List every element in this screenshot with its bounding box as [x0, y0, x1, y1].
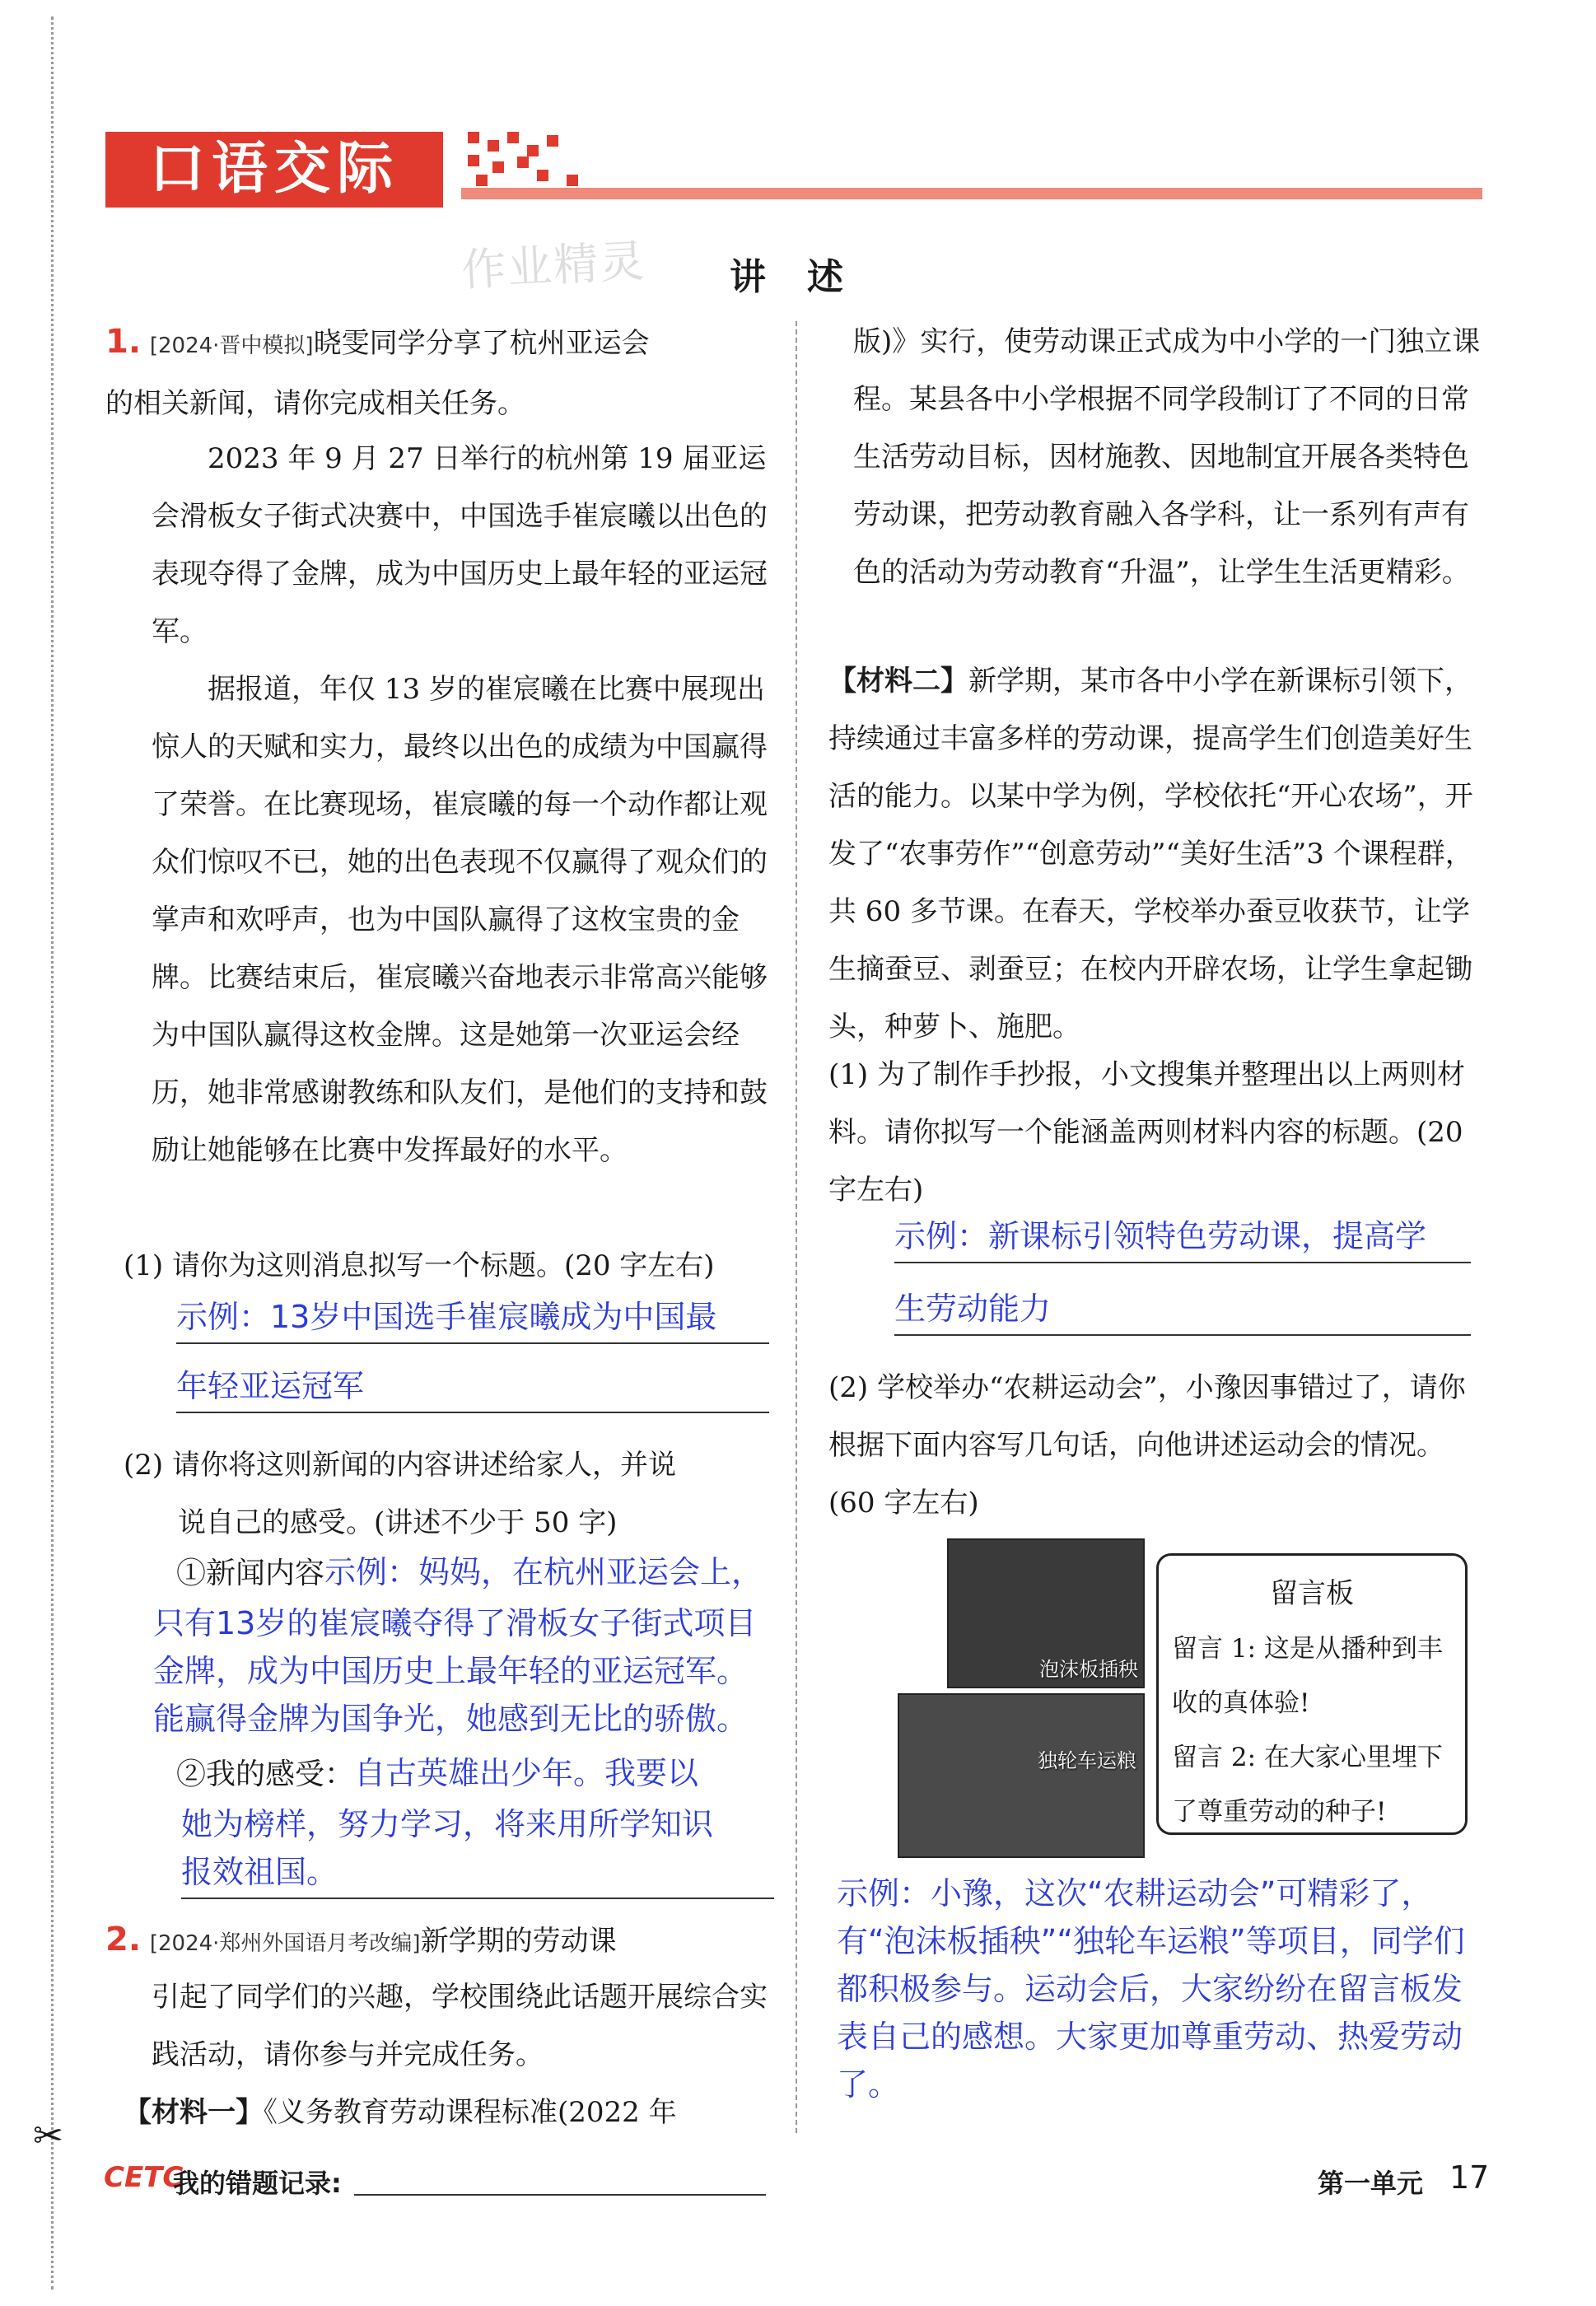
feel-answer-3[interactable]: 报效祖国。 — [181, 1848, 774, 1899]
q1-sub2-prompt — [124, 1436, 782, 1552]
cut-line — [51, 16, 54, 2290]
column-divider — [796, 321, 797, 2133]
q1-sub1-answer-line2[interactable]: 年轻亚运冠军 — [176, 1362, 769, 1413]
q1-intro — [105, 313, 764, 432]
material-1-text: 《义务教育劳动课程标准(2022 年 — [264, 2096, 677, 2129]
material-1-cont: 版)》实行，使劳动课正式成为中小学的一门独立课程。某县各中小学根据不同学段制订了不同的日常生活劳动目标，因材施教、因地制宜开展各类特色劳动课，把劳动教育融入各学科，让一系列有声有色的活动为劳动教育“升温”，让学生生活更精彩。 — [853, 325, 1481, 589]
error-log-label: 我的错题记录: — [173, 2168, 342, 2199]
q1-sub2-line2: 说自己的感受。(讲述不少于 50 字) — [178, 1506, 618, 1539]
q1-sub2-line1: (2) 请你将这则新闻的内容讲述给家人，并说 — [124, 1449, 676, 1482]
page-number: 17 — [1449, 2159, 1490, 2196]
q1-number: 1. — [105, 323, 142, 361]
q1-source: [2024·晋中模拟] — [149, 334, 314, 358]
feel-label: ②我的感受： — [176, 1758, 355, 1791]
q2-intro-text: 新学期的劳动课 — [420, 1925, 617, 1958]
section-header: 口语交际 — [105, 132, 443, 208]
material-1-label: 【材料一】 — [124, 2096, 264, 2129]
feel-answer-1[interactable]: 自古英雄出少年。我要以 — [354, 1755, 699, 1791]
error-log-line[interactable] — [354, 2194, 766, 2196]
watermark: 作业精灵 — [460, 235, 647, 296]
q2-intro-rest: 引起了同学们的兴趣，学校围绕此话题开展综合实践活动，请你参与并完成任务。 — [152, 1981, 768, 2071]
news-answer-1[interactable]: 示例：妈妈，在杭州亚运会上， — [324, 1554, 763, 1590]
board-message-2: 留言 2: 在大家心里埋下了尊重劳动的种子! — [1172, 1743, 1443, 1827]
scissors-icon: ✂ — [33, 2115, 63, 2157]
message-board — [1156, 1553, 1468, 1835]
q2-intro — [105, 1911, 764, 1972]
q1-feel-row — [176, 1749, 802, 1800]
material-2-text: 新学期，某市各中小学在新课标引领下，持续通过丰富多样的劳动课，提高学生们创造美好生活的能力。以某中学为例，学校依托“开心农场”，开发了“农事劳作”“创意劳动”“美好生活”3 个课程群，共 60 多节课。在春天，学校举办蚕豆收获节，让学生摘蚕豆、剥蚕豆；在校内开辟农场，让学生拿起锄头，种萝卜、施肥。 — [828, 665, 1473, 1043]
q1-sub1-prompt: (1) 请你为这则消息拟写一个标题。(20 字左右) — [124, 1249, 715, 1282]
q2-sub1-answer-line1[interactable]: 示例：新课标引领特色劳动课，提高学 — [894, 1212, 1471, 1263]
section-title: 讲述 — [730, 256, 884, 298]
header-rule — [461, 188, 1482, 199]
unit-label: 第一单元 — [1318, 2168, 1424, 2199]
feel-answer-2[interactable]: 她为榜样，努力学习，将来用所学知识 — [181, 1806, 714, 1842]
q1-paragraph-2: 据报道，年仅 13 岁的崔宸曦在比赛中展现出惊人的天赋和实力，最终以出色的成绩为中国赢得了荣誉。在比赛现场，崔宸曦的每一个动作都让观众们惊叹不已，她的出色表现不仅赢得了观众们的掌声和欢呼声，也为中国队赢得了这枚宝贵的金牌。比赛结束后，崔宸曦兴奋地表示非常高兴能够为中国队赢得这枚金牌。这是她第一次亚运会经历，她非常感谢教练和队友们，是他们的支持和鼓励让她能够在比赛中发挥最好的水平。 — [152, 673, 768, 1167]
news-label: ①新闻内容 — [176, 1557, 325, 1590]
header-decoration — [468, 132, 591, 188]
photo-foam-board-planting — [947, 1538, 1145, 1688]
q2-source: [2024·郑州外国语月考改编] — [149, 1931, 421, 1956]
news-answer-3[interactable]: 金牌，成为中国历史上最年轻的亚运冠军。 — [153, 1653, 749, 1689]
q1-intro-text-2: 的相关新闻，请你完成相关任务。 — [105, 387, 525, 420]
material-1-start — [124, 2084, 782, 2141]
news-answer-2[interactable]: 只有13岁的崔宸曦夺得了滑板女子街式项目 — [153, 1605, 757, 1641]
photo1-caption: 泡沫板插秧 — [1039, 1658, 1138, 1681]
material-2-label: 【材料二】 — [828, 665, 968, 698]
material-2 — [828, 652, 1487, 1056]
q2-sub2-prompt: (2) 学校举办“农耕运动会”，小豫因事错过了，请你根据下面内容写几句话，向他讲述运动会的情况。(60 字左右) — [828, 1371, 1466, 1519]
photo-wheelbarrow — [898, 1693, 1145, 1858]
board-title: 留言板 — [1270, 1577, 1354, 1610]
q1-paragraph-1: 2023 年 9 月 27 日举行的杭州第 19 届亚运会滑板女子街式决赛中，中国选手崔宸曦以出色的表现夺得了金牌，成为中国历史上最年轻的亚运冠军。 — [152, 442, 768, 648]
q1-intro-text: 晓雯同学分享了杭州亚运会 — [313, 327, 650, 360]
q2-number: 2. — [105, 1921, 142, 1958]
q1-news-row — [176, 1548, 802, 1599]
q2-sub1-prompt: (1) 为了制作手抄报，小文搜集并整理出以上两则材料。请你拟写一个能涵盖两则材料内容的标题。(20 字左右) — [828, 1058, 1465, 1207]
q1-sub1-answer-line1[interactable]: 示例：13岁中国选手崔宸曦成为中国最 — [176, 1293, 769, 1344]
board-message-1: 留言 1: 这是从播种到丰收的真体验! — [1172, 1634, 1443, 1718]
news-answer-4[interactable]: 能赢得金牌为国争光，她感到无比的骄傲。 — [153, 1701, 749, 1737]
photo2-caption: 独轮车运粮 — [1038, 1749, 1136, 1772]
q2-sub1-answer-line2[interactable]: 生劳动能力 — [894, 1285, 1471, 1336]
board-messages — [1172, 1622, 1460, 1839]
q2-sub2-answer[interactable]: 示例：小豫，这次“农耕运动会”可精彩了，有“泡沫板插秧”“独轮车运粮”等项目，同学们都积极参与。运动会后，大家纷纷在留言板发表自己的感想。大家更加尊重劳动、热爱劳动了。 — [837, 1875, 1465, 2103]
brand-logo: CETC — [104, 2161, 184, 2194]
